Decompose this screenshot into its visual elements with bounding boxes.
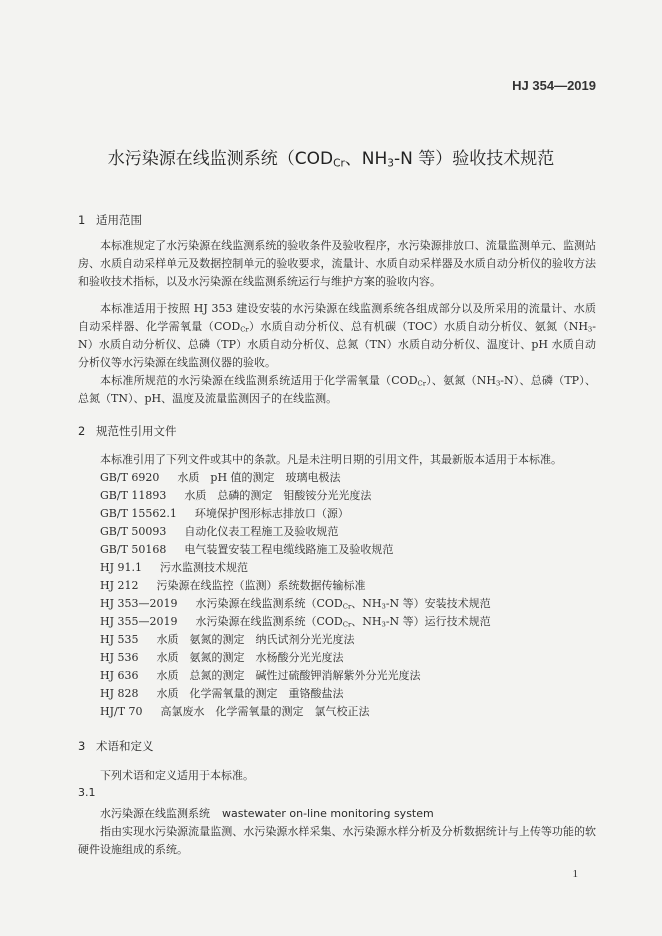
standard-number: HJ 354—2019 — [512, 78, 596, 93]
list-item: HJ 212 污染源在线监控（监测）系统数据传输标准 — [100, 579, 366, 592]
list-item: HJ 828 水质 化学需氧量的测定 重铬酸盐法 — [100, 687, 344, 700]
list-item: GB/T 6920 水质 pH 值的测定 玻璃电极法 — [100, 471, 341, 484]
scope-paragraph-1: 本标准规定了水污染源在线监测系统的验收条件及验收程序，水污染源排放口、流量监测单元、监测站房、水质自动采样单元及数据控制单元的验收要求，流量计、水质自动采样器及水质自动分析仪的验收方法和验收技术指标，以及水污染源在线监测系统运行与维护方案的验收内容。 — [78, 239, 596, 288]
list-item: GB/T 15562.1 环境保护图形标志排放口（源） — [100, 507, 349, 520]
list-item: HJ 536 水质 氨氮的测定 水杨酸分光光度法 — [100, 651, 344, 664]
list-item: GB/T 50093 自动化仪表工程施工及验收规范 — [100, 525, 339, 538]
list-item: HJ 636 水质 总氮的测定 碱性过硫酸钾消解紫外分光光度法 — [100, 669, 421, 682]
term-definition: 指由实现水污染源流量监测、水污染源水样采集、水污染源水样分析及分析数据统计与上传等功能的软硬件设施组成的系统。 — [78, 825, 596, 856]
references-intro: 本标准引用了下列文件或其中的条款。凡是未注明日期的引用文件，其最新版本适用于本标准。 — [100, 453, 562, 466]
term-zh: 水污染源在线监测系统 — [100, 807, 210, 820]
term-number: 3.1 — [78, 786, 96, 799]
reference-list — [100, 469, 491, 721]
list-item: HJ 535 水质 氨氮的测定 纳氏试剂分光光度法 — [100, 633, 355, 646]
list-item: HJ/T 70 高氯废水 化学需氧量的测定 氯气校正法 — [100, 705, 370, 718]
term-en: wastewater on-line monitoring system — [222, 807, 434, 820]
term-heading — [100, 805, 434, 821]
section-heading-references: 2 规范性引用文件 — [78, 424, 177, 438]
terms-intro: 下列术语和定义适用于本标准。 — [100, 769, 254, 782]
scope-paragraph-3: 本标准所规范的水污染源在线监测系统适用于化学需氧量$(COD_{Cr})$、氨氮$(NH_3-N)$、总磷（TP）、总氮（TN）、pH、温度及流量监测因子的在线监测。 — [78, 374, 596, 405]
scope-paragraph-2: 本标准适用于按照 HJ 353 建设安装的水污染源在线监测系统各组成部分以及所采用的流量计、水质自动采样器、化学需氧量$(COD_{Cr})$水质自动分析仪、总有机碳（TOC）水质自动分析仪、氨氮$(NH_3-N)$水质自动分析仪、总磷（TP）水质自动分析仪、总氮（TN）水质自动分析仪、温度计、pH 水质自动分析仪等水污染源在线监测仪器的验收。 — [78, 302, 596, 369]
section-heading-terms: 3 术语和定义 — [78, 739, 154, 753]
list-item: HJ 91.1 污水监测技术规范 — [100, 561, 248, 574]
section-heading-scope: 1 适用范围 — [78, 213, 142, 227]
list-item: HJ 353—2019 水污染源在线监测系统（$COD_{Cr}$、$NH_3-N$ 等）安装技术规范 — [100, 597, 491, 611]
list-item: GB/T 11893 水质 总磷的测定 钼酸铵分光光度法 — [100, 489, 372, 502]
page-number: 1 — [572, 868, 578, 880]
document-title: 水污染源在线监测系统（$COD_{Cr}$、$NH_3-N$ 等）验收技术规范 — [107, 149, 555, 170]
list-item: HJ 355—2019 水污染源在线监测系统（$COD_{Cr}$、$NH_3-N$ 等）运行技术规范 — [100, 615, 491, 629]
list-item: GB/T 50168 电气装置安装工程电缆线路施工及验收规范 — [100, 543, 394, 556]
